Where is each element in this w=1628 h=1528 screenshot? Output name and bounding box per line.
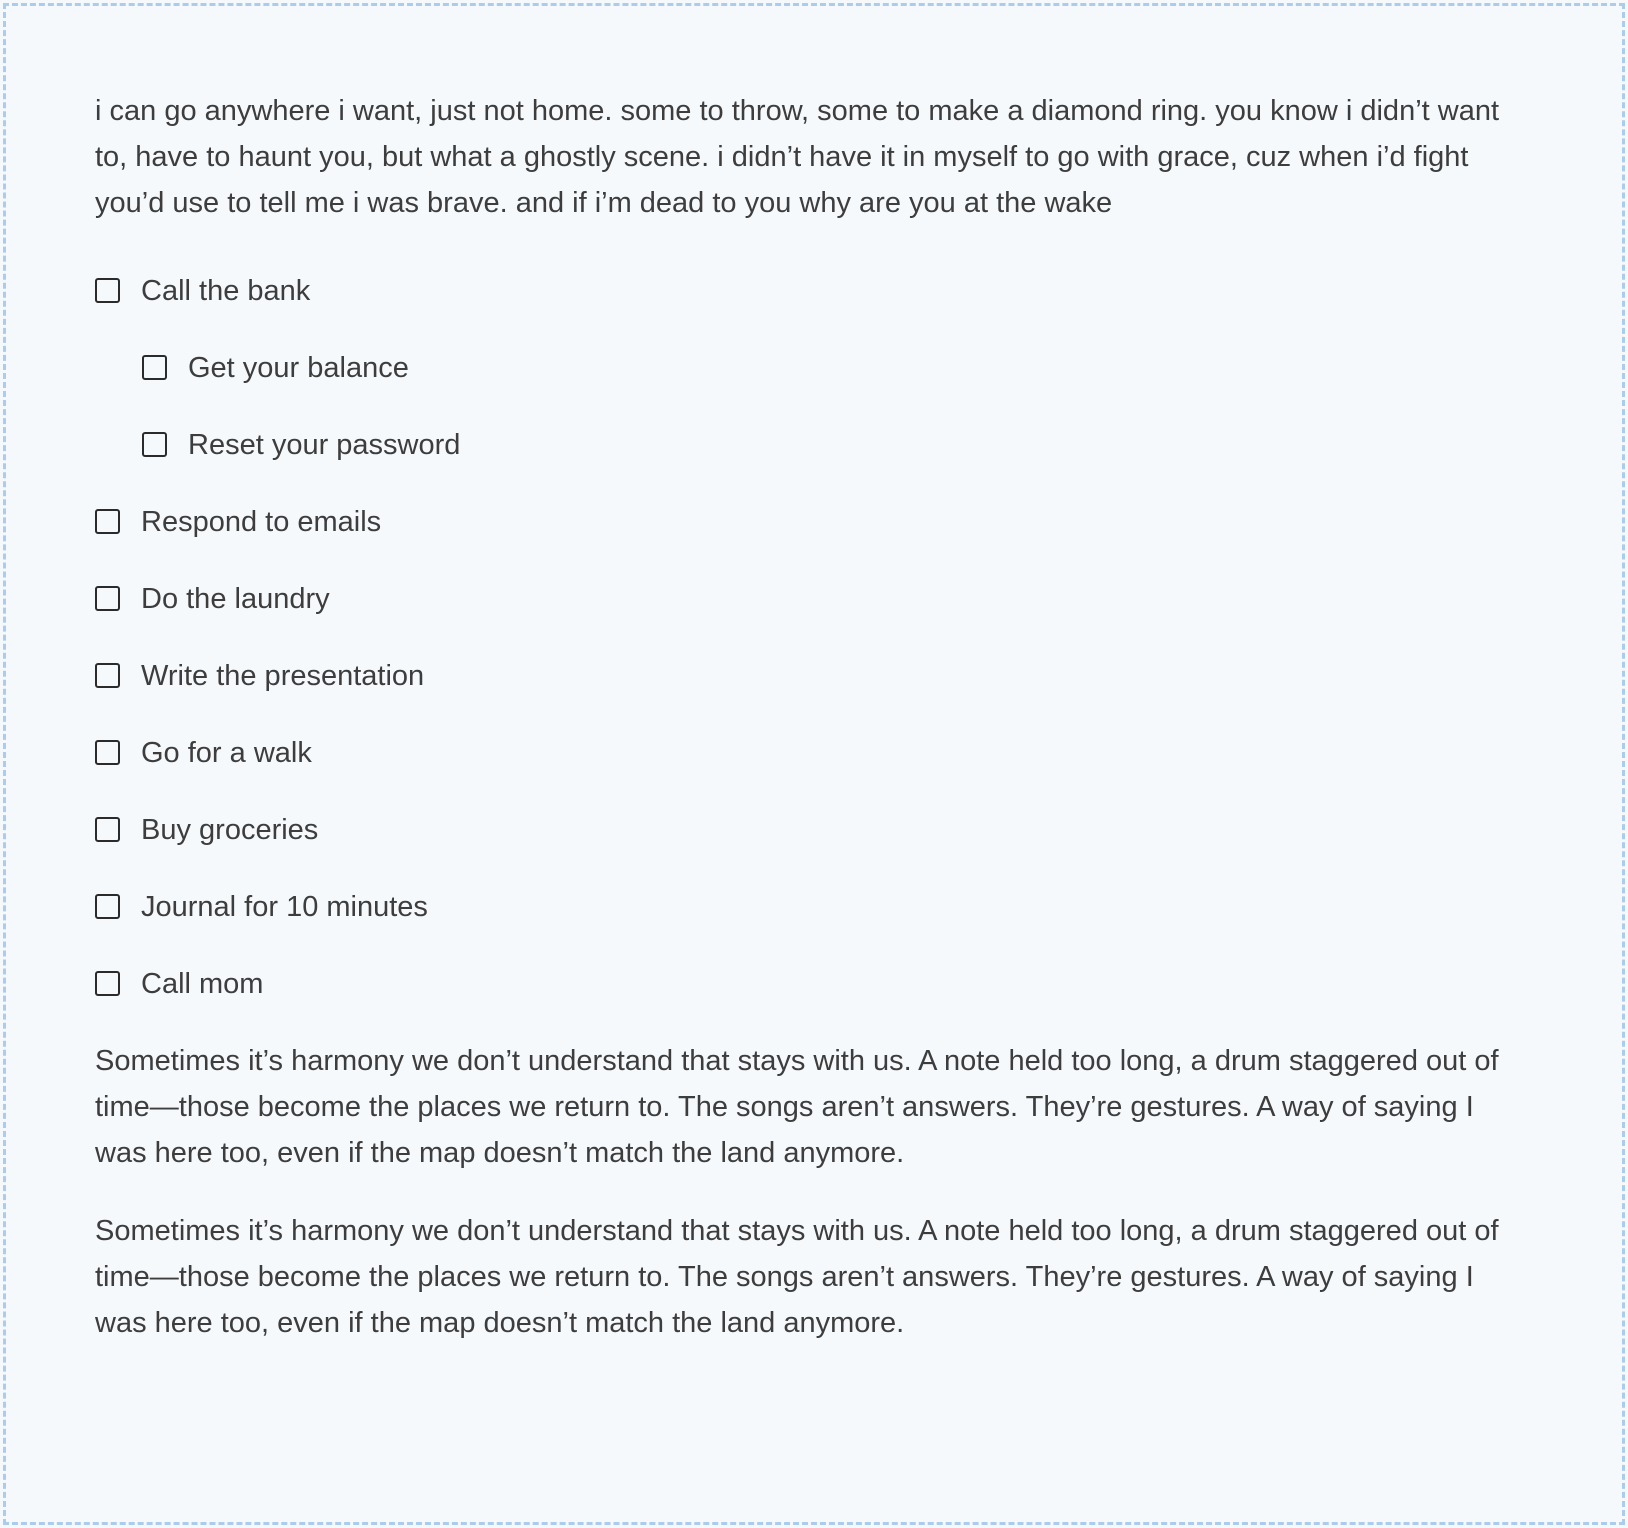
todo-item — [95, 884, 1533, 930]
todo-item — [95, 499, 1533, 545]
todo-label: Journal for 10 minutes — [141, 891, 428, 923]
todo-checkbox-icon[interactable] — [95, 586, 120, 611]
todo-item — [142, 422, 1533, 468]
todo-label: Go for a walk — [141, 737, 312, 769]
todo-checkbox-icon[interactable] — [142, 432, 167, 457]
todo-checkbox-icon[interactable] — [95, 663, 120, 688]
todo-label: Call the bank — [141, 275, 311, 307]
todo-label: Write the presentation — [141, 660, 425, 692]
closing-paragraph-2: Sometimes it’s harmony we don’t understand that stays with us. A note held too long, a drum staggered out of time—those become the places we return to. The songs aren’t answers. They’re gestures. A way of saying I was here too, even if the map doesn’t match the land anymore. — [95, 1215, 1499, 1339]
todo-label: Buy groceries — [141, 814, 319, 846]
todo-label: Call mom — [141, 968, 264, 1000]
todo-list — [95, 268, 1533, 1007]
todo-checkbox-icon[interactable] — [95, 894, 120, 919]
document-content — [95, 88, 1533, 1346]
todo-item — [95, 961, 1533, 1007]
todo-checkbox-icon[interactable] — [95, 740, 120, 765]
closing-paragraph-1: Sometimes it’s harmony we don’t understand that stays with us. A note held too long, a drum staggered out of time—those become the places we return to. The songs aren’t answers. They’re gestures. A way of saying I was here too, even if the map doesn’t match the land anymore. — [95, 1045, 1499, 1169]
todo-item — [95, 268, 1533, 314]
todo-checkbox-icon[interactable] — [95, 509, 120, 534]
closing-section — [95, 1038, 1533, 1346]
todo-label: Do the laundry — [141, 583, 330, 615]
todo-checkbox-icon[interactable] — [95, 278, 120, 303]
todo-item — [95, 576, 1533, 622]
todo-label: Reset your password — [188, 429, 461, 461]
todo-label: Get your balance — [188, 352, 409, 384]
todo-item — [95, 653, 1533, 699]
todo-item — [95, 807, 1533, 853]
todo-item — [142, 345, 1533, 391]
todo-checkbox-icon[interactable] — [95, 817, 120, 842]
todo-label: Respond to emails — [141, 506, 382, 538]
todo-checkbox-icon[interactable] — [142, 355, 167, 380]
todo-item — [95, 730, 1533, 776]
todo-checkbox-icon[interactable] — [95, 971, 120, 996]
intro-paragraph: i can go anywhere i want, just not home. some to throw, some to make a diamond ring. you know i didn’t want to, have to haunt you, but what a ghostly scene. i didn’t have it in myself to go with grace, cuz when i’d fight you’d use to tell me i was brave. and if i’m dead to you why are you at the wake — [95, 95, 1500, 219]
